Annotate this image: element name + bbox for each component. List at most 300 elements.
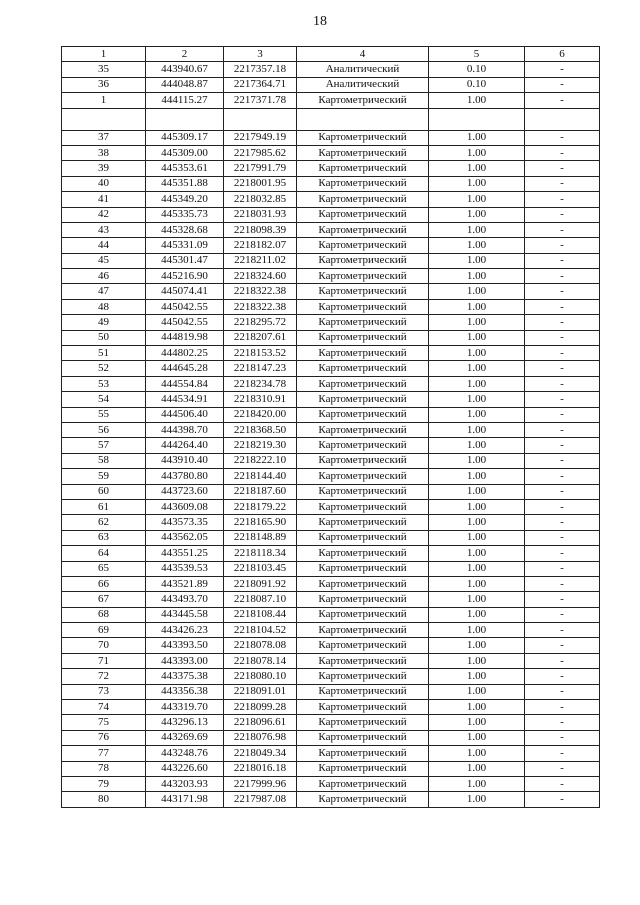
point-number-cell: 53	[62, 376, 146, 391]
x-coordinate-cell: 444802.25	[146, 346, 224, 361]
point-number-cell: 63	[62, 530, 146, 545]
accuracy-cell: 1.00	[429, 161, 525, 176]
table-row	[62, 515, 600, 530]
note-cell: -	[525, 761, 600, 776]
accuracy-cell: 0.10	[429, 77, 525, 92]
x-coordinate-cell: 445042.55	[146, 299, 224, 314]
accuracy-cell: 1.00	[429, 761, 525, 776]
x-coordinate-cell: 443940.67	[146, 62, 224, 77]
note-cell: -	[525, 315, 600, 330]
method-cell: Картометрический	[297, 253, 429, 268]
table-row	[62, 700, 600, 715]
table-row	[62, 192, 600, 207]
note-cell: -	[525, 238, 600, 253]
accuracy-cell: 1.00	[429, 653, 525, 668]
x-coordinate-cell: 445309.00	[146, 145, 224, 160]
method-cell: Картометрический	[297, 592, 429, 607]
note-cell: -	[525, 192, 600, 207]
point-number-cell: 46	[62, 269, 146, 284]
method-cell: Картометрический	[297, 499, 429, 514]
note-cell: -	[525, 546, 600, 561]
x-coordinate-cell: 445042.55	[146, 315, 224, 330]
accuracy-cell: 1.00	[429, 407, 525, 422]
x-coordinate-cell: 443393.50	[146, 638, 224, 653]
accuracy-cell: 1.00	[429, 192, 525, 207]
point-number-cell: 47	[62, 284, 146, 299]
note-cell: -	[525, 222, 600, 237]
x-coordinate-cell: 445335.73	[146, 207, 224, 222]
point-number-cell: 1	[62, 93, 146, 108]
point-number-cell: 49	[62, 315, 146, 330]
method-cell: Картометрический	[297, 530, 429, 545]
x-coordinate-cell: 443609.08	[146, 499, 224, 514]
note-cell: -	[525, 576, 600, 591]
note-cell: -	[525, 269, 600, 284]
x-coordinate-cell: 445074.41	[146, 284, 224, 299]
table-row	[62, 561, 600, 576]
method-cell: Аналитический	[297, 77, 429, 92]
method-cell: Картометрический	[297, 315, 429, 330]
y-coordinate-cell: 2218078.08	[224, 638, 297, 653]
table-row	[62, 315, 600, 330]
x-coordinate-cell: 443539.53	[146, 561, 224, 576]
note-cell: -	[525, 684, 600, 699]
table-row	[62, 607, 600, 622]
point-number-cell: 66	[62, 576, 146, 591]
method-cell: Картометрический	[297, 561, 429, 576]
y-coordinate-cell: 2218219.30	[224, 438, 297, 453]
x-coordinate-cell: 443521.89	[146, 576, 224, 591]
x-coordinate-cell: 444115.27	[146, 93, 224, 108]
note-cell: -	[525, 376, 600, 391]
note-cell: -	[525, 130, 600, 145]
x-coordinate-cell: 444264.40	[146, 438, 224, 453]
x-coordinate-cell: 444645.28	[146, 361, 224, 376]
point-number-cell: 42	[62, 207, 146, 222]
y-coordinate-cell: 2218324.60	[224, 269, 297, 284]
point-number-cell: 74	[62, 700, 146, 715]
note-cell: -	[525, 346, 600, 361]
note-cell: -	[525, 93, 600, 108]
header-cell-6: 6	[525, 47, 600, 62]
y-coordinate-cell: 2217357.18	[224, 62, 297, 77]
point-number-cell: 68	[62, 607, 146, 622]
y-coordinate-cell: 2218016.18	[224, 761, 297, 776]
table-row	[62, 376, 600, 391]
x-coordinate-cell: 444506.40	[146, 407, 224, 422]
point-number-cell: 64	[62, 546, 146, 561]
x-coordinate-cell: 445351.88	[146, 176, 224, 191]
x-coordinate-cell: 445328.68	[146, 222, 224, 237]
x-coordinate-cell: 443723.60	[146, 484, 224, 499]
method-cell: Картометрический	[297, 653, 429, 668]
table-row	[62, 715, 600, 730]
y-coordinate-cell: 2218103.45	[224, 561, 297, 576]
y-coordinate-cell: 2218099.28	[224, 700, 297, 715]
x-coordinate-cell: 443375.38	[146, 669, 224, 684]
point-number-cell: 55	[62, 407, 146, 422]
y-coordinate-cell: 2218031.93	[224, 207, 297, 222]
point-number-cell: 70	[62, 638, 146, 653]
y-coordinate-cell: 2218295.72	[224, 315, 297, 330]
point-number-cell: 76	[62, 730, 146, 745]
accuracy-cell: 1.00	[429, 700, 525, 715]
x-coordinate-cell: 445331.09	[146, 238, 224, 253]
note-cell: -	[525, 592, 600, 607]
point-number-cell: 38	[62, 145, 146, 160]
table-header-row	[62, 47, 600, 62]
method-cell: Картометрический	[297, 484, 429, 499]
method-cell: Картометрический	[297, 392, 429, 407]
y-coordinate-cell: 2218420.00	[224, 407, 297, 422]
note-cell: -	[525, 730, 600, 745]
x-coordinate-cell: 445309.17	[146, 130, 224, 145]
note-cell: -	[525, 77, 600, 92]
point-number-cell: 36	[62, 77, 146, 92]
method-cell: Картометрический	[297, 715, 429, 730]
x-coordinate-cell: 445301.47	[146, 253, 224, 268]
method-cell: Картометрический	[297, 207, 429, 222]
y-coordinate-cell: 2217364.71	[224, 77, 297, 92]
method-cell: Картометрический	[297, 776, 429, 791]
method-cell: Картометрический	[297, 161, 429, 176]
x-coordinate-cell: 443356.38	[146, 684, 224, 699]
point-number-cell: 75	[62, 715, 146, 730]
table-row	[62, 669, 600, 684]
accuracy-cell: 1.00	[429, 730, 525, 745]
y-coordinate-cell: 2218032.85	[224, 192, 297, 207]
accuracy-cell: 1.00	[429, 561, 525, 576]
y-coordinate-cell: 2218049.34	[224, 746, 297, 761]
point-number-cell	[62, 108, 146, 130]
y-coordinate-cell: 2218091.01	[224, 684, 297, 699]
point-number-cell: 71	[62, 653, 146, 668]
y-coordinate-cell: 2218091.92	[224, 576, 297, 591]
table-row	[62, 392, 600, 407]
table-row	[62, 407, 600, 422]
method-cell: Картометрический	[297, 761, 429, 776]
note-cell: -	[525, 438, 600, 453]
x-coordinate-cell: 443393.00	[146, 653, 224, 668]
accuracy-cell: 1.00	[429, 392, 525, 407]
point-number-cell: 65	[62, 561, 146, 576]
accuracy-cell: 1.00	[429, 499, 525, 514]
accuracy-cell: 1.00	[429, 746, 525, 761]
point-number-cell: 39	[62, 161, 146, 176]
y-coordinate-cell: 2218322.38	[224, 299, 297, 314]
method-cell: Картометрический	[297, 684, 429, 699]
table-row	[62, 746, 600, 761]
point-number-cell: 61	[62, 499, 146, 514]
point-number-cell: 69	[62, 623, 146, 638]
accuracy-cell: 1.00	[429, 453, 525, 468]
table-row	[62, 284, 600, 299]
table-row	[62, 108, 600, 130]
x-coordinate-cell: 444534.91	[146, 392, 224, 407]
x-coordinate-cell: 443573.35	[146, 515, 224, 530]
y-coordinate-cell: 2218001.95	[224, 176, 297, 191]
point-number-cell: 48	[62, 299, 146, 314]
y-coordinate-cell: 2218187.60	[224, 484, 297, 499]
x-coordinate-cell: 443319.70	[146, 700, 224, 715]
x-coordinate-cell: 443226.60	[146, 761, 224, 776]
accuracy-cell: 1.00	[429, 607, 525, 622]
x-coordinate-cell: 443426.23	[146, 623, 224, 638]
accuracy-cell	[429, 108, 525, 130]
x-coordinate-cell: 443780.80	[146, 469, 224, 484]
accuracy-cell: 1.00	[429, 176, 525, 191]
accuracy-cell: 0.10	[429, 62, 525, 77]
table-row	[62, 62, 600, 77]
accuracy-cell: 1.00	[429, 530, 525, 545]
x-coordinate-cell: 444819.98	[146, 330, 224, 345]
note-cell: -	[525, 638, 600, 653]
x-coordinate-cell	[146, 108, 224, 130]
table-row	[62, 253, 600, 268]
accuracy-cell: 1.00	[429, 145, 525, 160]
note-cell	[525, 108, 600, 130]
method-cell: Картометрический	[297, 623, 429, 638]
y-coordinate-cell: 2218096.61	[224, 715, 297, 730]
point-number-cell: 72	[62, 669, 146, 684]
method-cell: Картометрический	[297, 407, 429, 422]
point-number-cell: 67	[62, 592, 146, 607]
y-coordinate-cell: 2217949.19	[224, 130, 297, 145]
y-coordinate-cell: 2218179.22	[224, 499, 297, 514]
note-cell: -	[525, 176, 600, 191]
accuracy-cell: 1.00	[429, 776, 525, 791]
accuracy-cell: 1.00	[429, 715, 525, 730]
accuracy-cell: 1.00	[429, 207, 525, 222]
point-number-cell: 41	[62, 192, 146, 207]
point-number-cell: 45	[62, 253, 146, 268]
table-row	[62, 469, 600, 484]
table-row	[62, 361, 600, 376]
x-coordinate-cell: 443445.58	[146, 607, 224, 622]
table-row	[62, 576, 600, 591]
x-coordinate-cell: 443171.98	[146, 792, 224, 807]
page-number: 18	[313, 14, 327, 29]
table-row	[62, 145, 600, 160]
x-coordinate-cell: 443910.40	[146, 453, 224, 468]
accuracy-cell: 1.00	[429, 623, 525, 638]
note-cell: -	[525, 484, 600, 499]
note-cell: -	[525, 422, 600, 437]
header-cell-2: 2	[146, 47, 224, 62]
y-coordinate-cell: 2218118.34	[224, 546, 297, 561]
table-row	[62, 77, 600, 92]
x-coordinate-cell: 444048.87	[146, 77, 224, 92]
note-cell: -	[525, 607, 600, 622]
x-coordinate-cell: 443493.70	[146, 592, 224, 607]
point-number-cell: 79	[62, 776, 146, 791]
note-cell: -	[525, 561, 600, 576]
accuracy-cell: 1.00	[429, 253, 525, 268]
y-coordinate-cell: 2218153.52	[224, 346, 297, 361]
x-coordinate-cell: 443203.93	[146, 776, 224, 791]
table-row	[62, 623, 600, 638]
note-cell: -	[525, 776, 600, 791]
note-cell: -	[525, 207, 600, 222]
accuracy-cell: 1.00	[429, 792, 525, 807]
note-cell: -	[525, 499, 600, 514]
y-coordinate-cell: 2218087.10	[224, 592, 297, 607]
y-coordinate-cell: 2218080.10	[224, 669, 297, 684]
method-cell: Картометрический	[297, 284, 429, 299]
y-coordinate-cell: 2218322.38	[224, 284, 297, 299]
note-cell: -	[525, 623, 600, 638]
header-cell-4: 4	[297, 47, 429, 62]
accuracy-cell: 1.00	[429, 315, 525, 330]
method-cell: Картометрический	[297, 669, 429, 684]
coordinates-table	[61, 46, 600, 808]
method-cell: Картометрический	[297, 145, 429, 160]
x-coordinate-cell: 443562.05	[146, 530, 224, 545]
y-coordinate-cell: 2218182.07	[224, 238, 297, 253]
table-row	[62, 530, 600, 545]
note-cell: -	[525, 145, 600, 160]
method-cell: Картометрический	[297, 700, 429, 715]
note-cell: -	[525, 715, 600, 730]
method-cell: Картометрический	[297, 422, 429, 437]
y-coordinate-cell: 2217985.62	[224, 145, 297, 160]
method-cell: Картометрический	[297, 361, 429, 376]
accuracy-cell: 1.00	[429, 669, 525, 684]
method-cell: Картометрический	[297, 238, 429, 253]
method-cell: Картометрический	[297, 469, 429, 484]
x-coordinate-cell: 445353.61	[146, 161, 224, 176]
y-coordinate-cell: 2218144.40	[224, 469, 297, 484]
x-coordinate-cell: 443269.69	[146, 730, 224, 745]
point-number-cell: 59	[62, 469, 146, 484]
header-cell-3: 3	[224, 47, 297, 62]
y-coordinate-cell: 2218234.78	[224, 376, 297, 391]
accuracy-cell: 1.00	[429, 438, 525, 453]
y-coordinate-cell: 2218310.91	[224, 392, 297, 407]
note-cell: -	[525, 284, 600, 299]
method-cell: Картометрический	[297, 130, 429, 145]
y-coordinate-cell: 2218148.89	[224, 530, 297, 545]
method-cell: Картометрический	[297, 176, 429, 191]
point-number-cell: 80	[62, 792, 146, 807]
note-cell: -	[525, 746, 600, 761]
table-row	[62, 499, 600, 514]
table-row	[62, 176, 600, 191]
method-cell: Картометрический	[297, 222, 429, 237]
method-cell: Картометрический	[297, 376, 429, 391]
point-number-cell: 51	[62, 346, 146, 361]
table-row	[62, 299, 600, 314]
accuracy-cell: 1.00	[429, 238, 525, 253]
accuracy-cell: 1.00	[429, 469, 525, 484]
method-cell: Картометрический	[297, 638, 429, 653]
note-cell: -	[525, 330, 600, 345]
table-row	[62, 238, 600, 253]
method-cell	[297, 108, 429, 130]
table-row	[62, 638, 600, 653]
accuracy-cell: 1.00	[429, 93, 525, 108]
y-coordinate-cell: 2218368.50	[224, 422, 297, 437]
table-row	[62, 792, 600, 807]
method-cell: Картометрический	[297, 438, 429, 453]
point-number-cell: 78	[62, 761, 146, 776]
x-coordinate-cell: 444398.70	[146, 422, 224, 437]
note-cell: -	[525, 62, 600, 77]
accuracy-cell: 1.00	[429, 684, 525, 699]
y-coordinate-cell: 2218076.98	[224, 730, 297, 745]
note-cell: -	[525, 253, 600, 268]
x-coordinate-cell: 443296.13	[146, 715, 224, 730]
point-number-cell: 62	[62, 515, 146, 530]
accuracy-cell: 1.00	[429, 330, 525, 345]
x-coordinate-cell: 445216.90	[146, 269, 224, 284]
y-coordinate-cell: 2217371.78	[224, 93, 297, 108]
method-cell: Картометрический	[297, 576, 429, 591]
accuracy-cell: 1.00	[429, 269, 525, 284]
accuracy-cell: 1.00	[429, 484, 525, 499]
header-cell-1: 1	[62, 47, 146, 62]
accuracy-cell: 1.00	[429, 361, 525, 376]
method-cell: Картометрический	[297, 346, 429, 361]
method-cell: Картометрический	[297, 330, 429, 345]
accuracy-cell: 1.00	[429, 576, 525, 591]
table-row	[62, 453, 600, 468]
table-row	[62, 546, 600, 561]
point-number-cell: 54	[62, 392, 146, 407]
table-row	[62, 93, 600, 108]
method-cell: Картометрический	[297, 93, 429, 108]
point-number-cell: 52	[62, 361, 146, 376]
y-coordinate-cell: 2218078.14	[224, 653, 297, 668]
table-row	[62, 684, 600, 699]
accuracy-cell: 1.00	[429, 284, 525, 299]
method-cell: Картометрический	[297, 792, 429, 807]
point-number-cell: 56	[62, 422, 146, 437]
note-cell: -	[525, 407, 600, 422]
table-row	[62, 207, 600, 222]
note-cell: -	[525, 515, 600, 530]
point-number-cell: 37	[62, 130, 146, 145]
x-coordinate-cell: 443248.76	[146, 746, 224, 761]
note-cell: -	[525, 792, 600, 807]
method-cell: Картометрический	[297, 299, 429, 314]
point-number-cell: 43	[62, 222, 146, 237]
method-cell: Картометрический	[297, 192, 429, 207]
table-row	[62, 330, 600, 345]
point-number-cell: 44	[62, 238, 146, 253]
note-cell: -	[525, 361, 600, 376]
table-row	[62, 592, 600, 607]
accuracy-cell: 1.00	[429, 222, 525, 237]
method-cell: Картометрический	[297, 546, 429, 561]
note-cell: -	[525, 392, 600, 407]
note-cell: -	[525, 653, 600, 668]
y-coordinate-cell: 2218165.90	[224, 515, 297, 530]
x-coordinate-cell: 444554.84	[146, 376, 224, 391]
y-coordinate-cell: 2217991.79	[224, 161, 297, 176]
y-coordinate-cell: 2217999.96	[224, 776, 297, 791]
method-cell: Картометрический	[297, 453, 429, 468]
y-coordinate-cell: 2218211.02	[224, 253, 297, 268]
note-cell: -	[525, 469, 600, 484]
note-cell: -	[525, 700, 600, 715]
point-number-cell: 35	[62, 62, 146, 77]
point-number-cell: 58	[62, 453, 146, 468]
table-body	[62, 47, 600, 808]
point-number-cell: 50	[62, 330, 146, 345]
y-coordinate-cell: 2218222.10	[224, 453, 297, 468]
accuracy-cell: 1.00	[429, 592, 525, 607]
